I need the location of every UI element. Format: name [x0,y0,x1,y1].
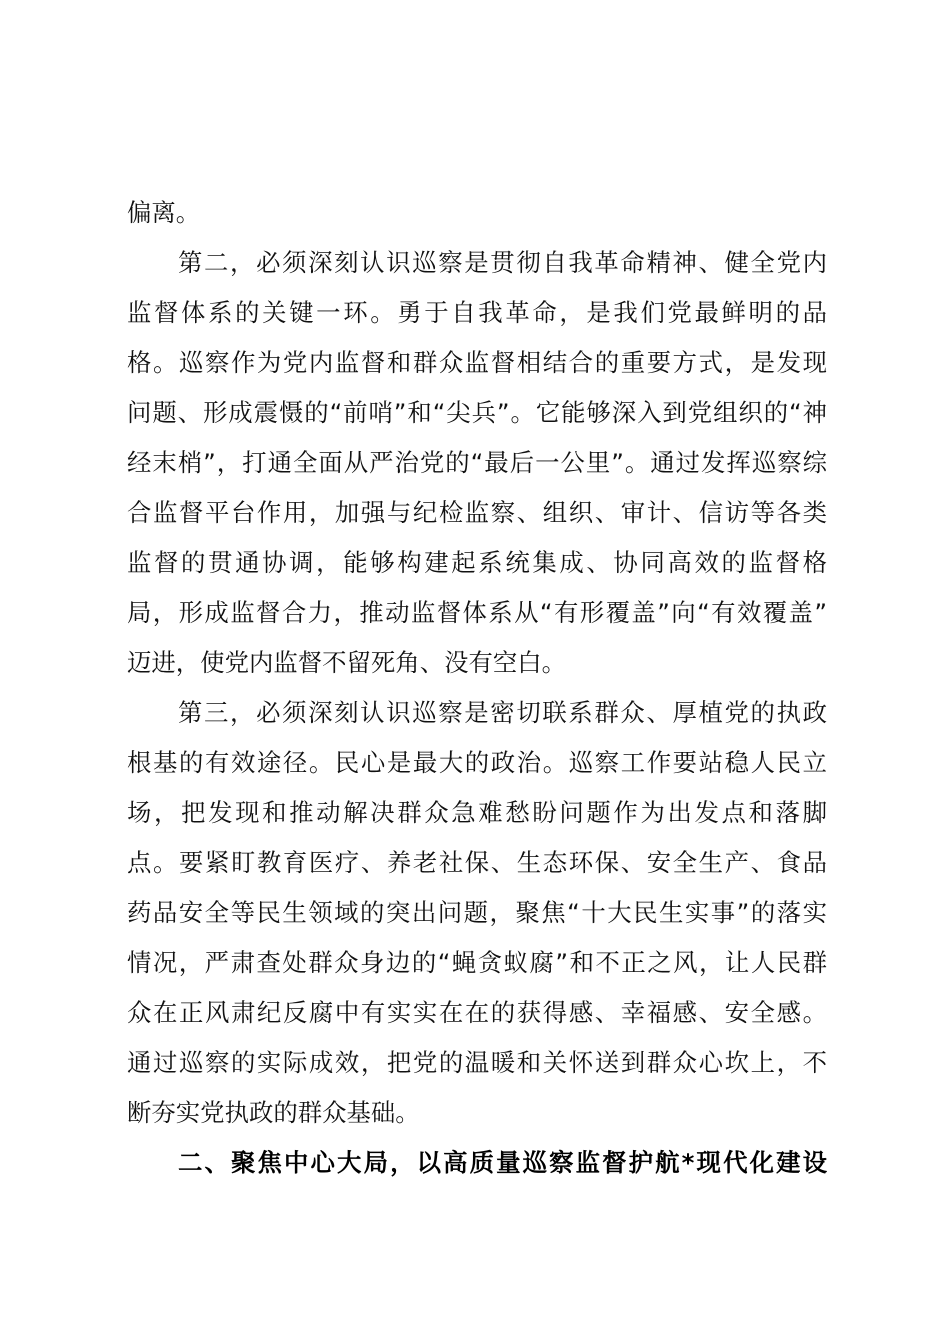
paragraph-line: 监督体系的关键一环。勇于自我革命，是我们党最鲜明的品 [127,298,827,327]
paragraph-line: 场，把发现和推动解决群众急难愁盼问题作为出发点和落脚 [127,798,827,827]
paragraph-line: 经末梢”，打通全面从严治党的“最后一公里”。通过发挥巡察综 [127,448,827,477]
paragraph-line: 合监督平台作用，加强与纪检监察、组织、审计、信访等各类 [127,498,827,527]
paragraph-line: 点。要紧盯教育医疗、养老社保、生态环保、安全生产、食品 [127,848,827,877]
paragraph-line: 第三，必须深刻认识巡察是密切联系群众、厚植党的执政 [178,698,827,727]
paragraph-line: 根基的有效途径。民心是最大的政治。巡察工作要站稳人民立 [127,748,827,777]
paragraph-line: 格。巡察作为党内监督和群众监督相结合的重要方式，是发现 [127,348,827,377]
paragraph-line: 药品安全等民生领域的突出问题，聚焦“十大民生实事”的落实 [127,898,827,927]
paragraph-line: 情况，严肃查处群众身边的“蝇贪蚁腐”和不正之风，让人民群 [127,948,827,977]
paragraph-line: 通过巡察的实际成效，把党的温暖和关怀送到群众心坎上，不 [127,1048,827,1077]
section-heading: 二、聚焦中心大局，以高质量巡察监督护航*现代化建设 [178,1148,827,1177]
paragraph-line: 断夯实党执政的群众基础。 [127,1098,420,1127]
paragraph-line: 局，形成监督合力，推动监督体系从“有形覆盖”向“有效覆盖” [127,598,827,627]
paragraph-line: 偏离。 [127,198,201,227]
paragraph-line: 监督的贯通协调，能够构建起系统集成、协同高效的监督格 [127,548,827,577]
paragraph-line: 问题、形成震慑的“前哨”和“尖兵”。它能够深入到党组织的“神 [127,398,827,427]
paragraph-line: 众在正风肃纪反腐中有实实在在的获得感、幸福感、安全感。 [127,998,827,1027]
paragraph-line: 迈进，使党内监督不留死角、没有空白。 [127,648,567,677]
paragraph-line: 第二，必须深刻认识巡察是贯彻自我革命精神、健全党内 [178,248,827,277]
